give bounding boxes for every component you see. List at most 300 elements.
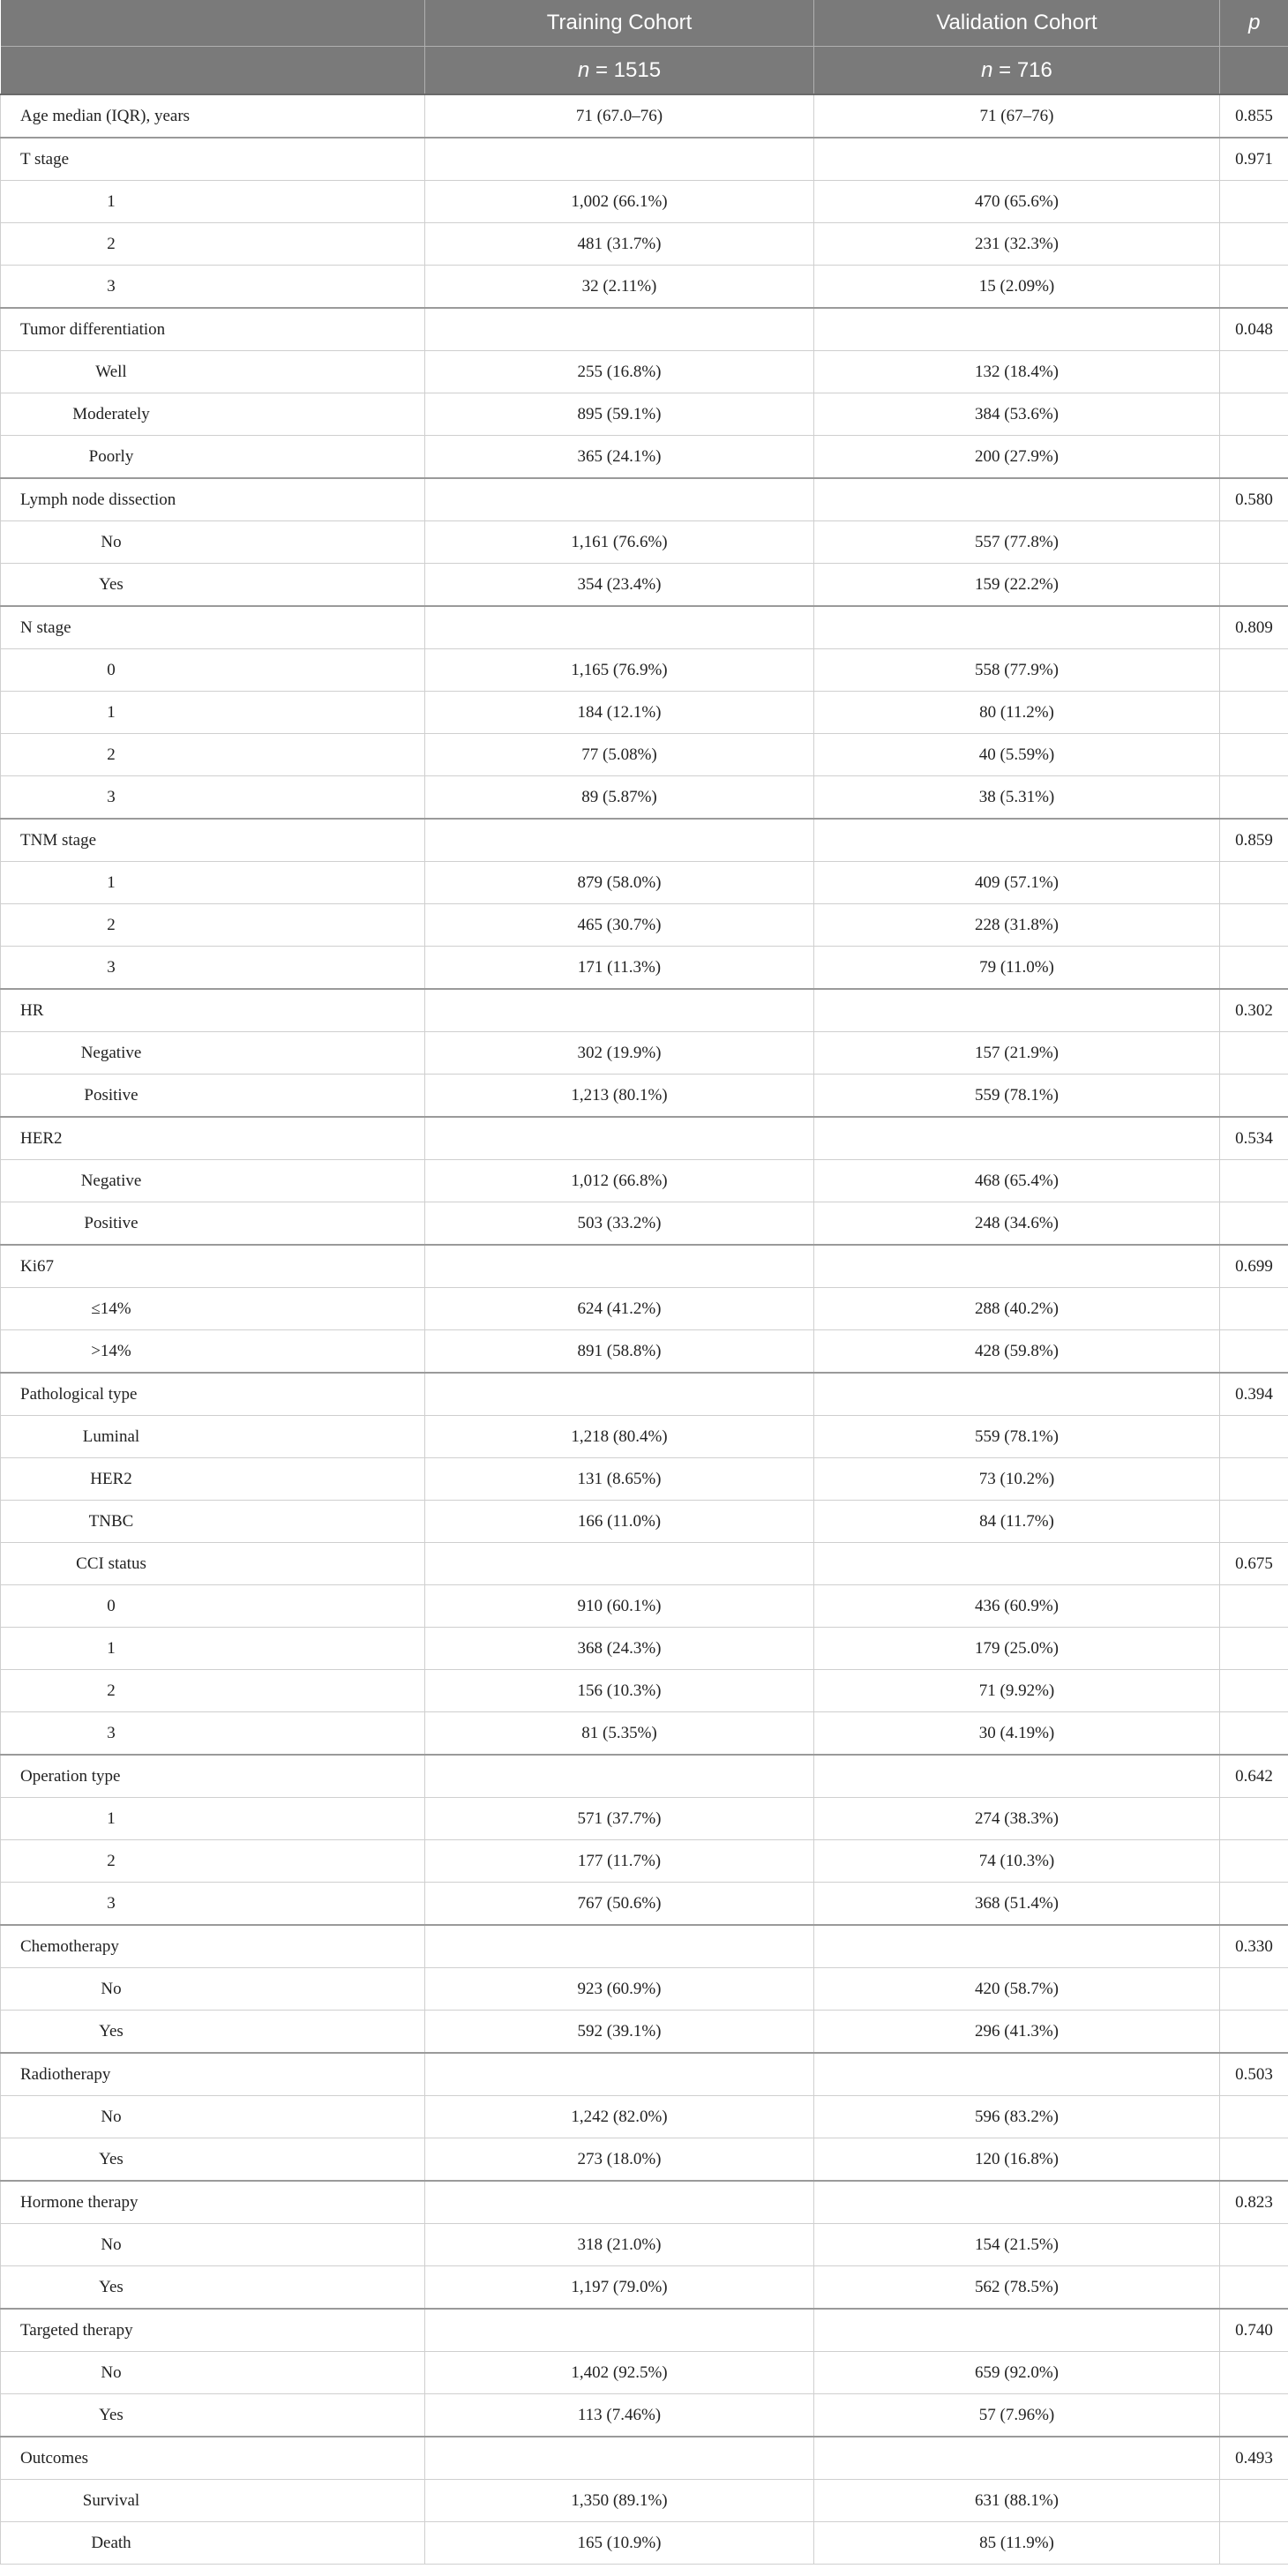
variable-label: Ki67 (1, 1245, 425, 1288)
training-value: 32 (2.11%) (425, 266, 814, 309)
table-row (1, 1160, 1288, 1202)
p-value: 0.823 (1220, 2181, 1288, 2224)
table-row (1, 181, 1288, 223)
table-row (1, 1330, 1288, 1374)
validation-value (814, 1245, 1220, 1288)
validation-value: 179 (25.0%) (814, 1628, 1220, 1670)
table-row (1, 904, 1288, 947)
table-row (1, 351, 1288, 393)
table-row (1, 1288, 1288, 1330)
category-label: 3 (1, 776, 425, 820)
p-value: 0.330 (1220, 1925, 1288, 1968)
p-value (1220, 2266, 1288, 2310)
variable-label: Radiotherapy (1, 2053, 425, 2096)
table-row (1, 2266, 1288, 2310)
variable-label: Chemotherapy (1, 1925, 425, 1968)
table-row (1, 2096, 1288, 2138)
table-row (1, 1925, 1288, 1968)
header-blank-cell (1220, 47, 1288, 95)
validation-value: 231 (32.3%) (814, 223, 1220, 266)
p-value (1220, 734, 1288, 776)
p-value: 0.534 (1220, 1117, 1288, 1160)
category-label: 1 (1, 692, 425, 734)
training-n-value: = 1515 (595, 57, 662, 82)
validation-value: 74 (10.3%) (814, 1840, 1220, 1883)
p-value (1220, 1883, 1288, 1926)
category-label: 2 (1, 1840, 425, 1883)
validation-value: 428 (59.8%) (814, 1330, 1220, 1374)
table-row (1, 1755, 1288, 1798)
validation-value (814, 1543, 1220, 1585)
validation-value: 470 (65.6%) (814, 181, 1220, 223)
training-value: 255 (16.8%) (425, 351, 814, 393)
training-value: 156 (10.3%) (425, 1670, 814, 1712)
category-label: CCI status (1, 1543, 425, 1585)
category-label: 2 (1, 734, 425, 776)
training-value: 1,402 (92.5%) (425, 2352, 814, 2394)
table-row (1, 1458, 1288, 1501)
validation-value (814, 989, 1220, 1032)
p-value (1220, 2011, 1288, 2054)
table-row (1, 1075, 1288, 1118)
category-label: 1 (1, 1628, 425, 1670)
p-value: 0.503 (1220, 2053, 1288, 2096)
category-label: Well (1, 351, 425, 393)
training-value (425, 2437, 814, 2480)
p-value (1220, 776, 1288, 820)
p-value (1220, 564, 1288, 607)
table-row (1, 2522, 1288, 2565)
validation-value: 15 (2.09%) (814, 266, 1220, 309)
training-value: 891 (58.8%) (425, 1330, 814, 1374)
category-label: 0 (1, 1585, 425, 1628)
validation-value (814, 478, 1220, 521)
table-row (1, 1032, 1288, 1075)
table-row (1, 692, 1288, 734)
training-value: 131 (8.65%) (425, 1458, 814, 1501)
n-symbol: n (577, 57, 590, 82)
category-label: Yes (1, 2011, 425, 2054)
training-value: 503 (33.2%) (425, 1202, 814, 1246)
category-label: 3 (1, 1883, 425, 1926)
training-value: 481 (31.7%) (425, 223, 814, 266)
p-value (1220, 1202, 1288, 1246)
category-label: No (1, 2352, 425, 2394)
validation-n-value: = 716 (999, 57, 1052, 82)
training-value: 1,002 (66.1%) (425, 181, 814, 223)
training-value: 1,012 (66.8%) (425, 1160, 814, 1202)
table-row (1, 649, 1288, 692)
training-value: 302 (19.9%) (425, 1032, 814, 1075)
p-value: 0.855 (1220, 94, 1288, 138)
category-label: Poorly (1, 436, 425, 479)
training-value: 879 (58.0%) (425, 862, 814, 904)
category-label: 3 (1, 1712, 425, 1756)
training-value: 177 (11.7%) (425, 1840, 814, 1883)
p-value (1220, 181, 1288, 223)
validation-value (814, 1373, 1220, 1416)
table-row (1, 1543, 1288, 1585)
table-row (1, 2480, 1288, 2522)
table-header (1, 0, 1288, 94)
category-label: Death (1, 2522, 425, 2565)
p-value (1220, 2394, 1288, 2437)
category-label: ≤14% (1, 1288, 425, 1330)
p-value (1220, 1330, 1288, 1374)
validation-value: 79 (11.0%) (814, 947, 1220, 990)
validation-value: 85 (11.9%) (814, 2522, 1220, 2565)
training-value (425, 1543, 814, 1585)
p-value: 0.642 (1220, 1755, 1288, 1798)
training-value: 71 (67.0–76) (425, 94, 814, 138)
p-value (1220, 649, 1288, 692)
category-label: No (1, 521, 425, 564)
variable-label: N stage (1, 606, 425, 649)
table-row (1, 1968, 1288, 2011)
table-row (1, 478, 1288, 521)
p-value (1220, 1628, 1288, 1670)
category-label: Yes (1, 564, 425, 607)
p-value: 0.580 (1220, 478, 1288, 521)
table-row (1, 1883, 1288, 1926)
p-value (1220, 351, 1288, 393)
variable-label: Outcomes (1, 2437, 425, 2480)
validation-value: 132 (18.4%) (814, 351, 1220, 393)
p-value (1220, 1670, 1288, 1712)
table-row (1, 223, 1288, 266)
training-value (425, 2309, 814, 2352)
category-label: No (1, 2096, 425, 2138)
category-label: 0 (1, 649, 425, 692)
validation-value (814, 1117, 1220, 1160)
table-row (1, 2053, 1288, 2096)
table-row (1, 2181, 1288, 2224)
variable-label: HR (1, 989, 425, 1032)
table-row (1, 606, 1288, 649)
variable-label: TNM stage (1, 819, 425, 862)
table-row (1, 1585, 1288, 1628)
training-value (425, 2053, 814, 2096)
training-value: 571 (37.7%) (425, 1798, 814, 1840)
category-label: HER2 (1, 1458, 425, 1501)
p-value (1220, 1160, 1288, 1202)
validation-value: 71 (9.92%) (814, 1670, 1220, 1712)
table-row (1, 1501, 1288, 1543)
validation-value: 30 (4.19%) (814, 1712, 1220, 1756)
category-label: Positive (1, 1202, 425, 1246)
p-value (1220, 1968, 1288, 2011)
training-value: 368 (24.3%) (425, 1628, 814, 1670)
category-label: 1 (1, 1798, 425, 1840)
validation-value (814, 2437, 1220, 2480)
table-row (1, 1245, 1288, 1288)
validation-value: 73 (10.2%) (814, 1458, 1220, 1501)
training-value: 365 (24.1%) (425, 436, 814, 479)
p-value: 0.699 (1220, 1245, 1288, 1288)
table-row (1, 1202, 1288, 1246)
table-row (1, 393, 1288, 436)
training-value (425, 2181, 814, 2224)
table-row (1, 734, 1288, 776)
validation-value: 57 (7.96%) (814, 2394, 1220, 2437)
table-row (1, 1416, 1288, 1458)
training-value: 166 (11.0%) (425, 1501, 814, 1543)
training-value (425, 308, 814, 351)
validation-value (814, 308, 1220, 351)
training-value (425, 1925, 814, 1968)
category-label: 2 (1, 223, 425, 266)
training-value: 767 (50.6%) (425, 1883, 814, 1926)
variable-label: Pathological type (1, 1373, 425, 1416)
table-row (1, 2309, 1288, 2352)
p-value (1220, 1840, 1288, 1883)
category-label: 1 (1, 862, 425, 904)
p-value (1220, 1075, 1288, 1118)
category-label: Yes (1, 2394, 425, 2437)
variable-label: Targeted therapy (1, 2309, 425, 2352)
training-value: 81 (5.35%) (425, 1712, 814, 1756)
p-value: 0.048 (1220, 308, 1288, 351)
validation-value: 368 (51.4%) (814, 1883, 1220, 1926)
p-value (1220, 2352, 1288, 2394)
p-value (1220, 2224, 1288, 2266)
category-label: Moderately (1, 393, 425, 436)
validation-value: 120 (16.8%) (814, 2138, 1220, 2182)
variable-label: T stage (1, 138, 425, 181)
p-value (1220, 1288, 1288, 1330)
training-value: 895 (59.1%) (425, 393, 814, 436)
table-row (1, 2138, 1288, 2182)
category-label: 2 (1, 904, 425, 947)
p-value (1220, 521, 1288, 564)
category-label: Yes (1, 2266, 425, 2310)
training-value: 1,213 (80.1%) (425, 1075, 814, 1118)
training-value: 1,242 (82.0%) (425, 2096, 814, 2138)
table-row (1, 308, 1288, 351)
validation-value (814, 819, 1220, 862)
validation-value: 274 (38.3%) (814, 1798, 1220, 1840)
training-value: 923 (60.9%) (425, 1968, 814, 2011)
validation-value: 558 (77.9%) (814, 649, 1220, 692)
header-row-titles (1, 0, 1288, 47)
p-value (1220, 1032, 1288, 1075)
category-label: Positive (1, 1075, 425, 1118)
validation-value (814, 1925, 1220, 1968)
variable-label: Operation type (1, 1755, 425, 1798)
training-value (425, 989, 814, 1032)
category-label: 3 (1, 947, 425, 990)
category-label: 3 (1, 266, 425, 309)
training-value: 465 (30.7%) (425, 904, 814, 947)
header-validation-cohort: Validation Cohort (814, 0, 1220, 47)
header-row-sample-size (1, 47, 1288, 95)
category-label: >14% (1, 1330, 425, 1374)
variable-label: Lymph node dissection (1, 478, 425, 521)
p-value: 0.675 (1220, 1543, 1288, 1585)
category-label: Yes (1, 2138, 425, 2182)
n-symbol: n (981, 57, 993, 82)
p-value: 0.394 (1220, 1373, 1288, 1416)
p-value: 0.493 (1220, 2437, 1288, 2480)
header-training-cohort: Training Cohort (425, 0, 814, 47)
training-value (425, 606, 814, 649)
training-value: 1,350 (89.1%) (425, 2480, 814, 2522)
training-value (425, 1117, 814, 1160)
p-value (1220, 1458, 1288, 1501)
header-blank-cell (1, 47, 425, 95)
validation-value: 248 (34.6%) (814, 1202, 1220, 1246)
p-value (1220, 1798, 1288, 1840)
p-value: 0.302 (1220, 989, 1288, 1032)
variable-label: Hormone therapy (1, 2181, 425, 2224)
training-value (425, 138, 814, 181)
validation-value (814, 2309, 1220, 2352)
validation-value: 436 (60.9%) (814, 1585, 1220, 1628)
validation-value: 40 (5.59%) (814, 734, 1220, 776)
training-value: 592 (39.1%) (425, 2011, 814, 2054)
p-value (1220, 1501, 1288, 1543)
table-row (1, 2437, 1288, 2480)
p-value: 0.740 (1220, 2309, 1288, 2352)
header-p-value: p (1220, 0, 1288, 47)
header-training-n (425, 47, 814, 95)
table-row (1, 1670, 1288, 1712)
training-value: 113 (7.46%) (425, 2394, 814, 2437)
table-row (1, 2011, 1288, 2054)
p-value (1220, 692, 1288, 734)
training-value (425, 819, 814, 862)
validation-value: 296 (41.3%) (814, 2011, 1220, 2054)
validation-value (814, 2053, 1220, 2096)
training-value: 171 (11.3%) (425, 947, 814, 990)
p-value (1220, 2480, 1288, 2522)
validation-value: 288 (40.2%) (814, 1288, 1220, 1330)
p-value: 0.971 (1220, 138, 1288, 181)
table-row (1, 1798, 1288, 1840)
validation-value (814, 2181, 1220, 2224)
table-row (1, 1840, 1288, 1883)
category-label: Negative (1, 1160, 425, 1202)
category-label: Luminal (1, 1416, 425, 1458)
table-row (1, 776, 1288, 820)
validation-value (814, 1755, 1220, 1798)
validation-value: 468 (65.4%) (814, 1160, 1220, 1202)
table-row (1, 989, 1288, 1032)
validation-value: 631 (88.1%) (814, 2480, 1220, 2522)
table-row (1, 564, 1288, 607)
category-label: No (1, 1968, 425, 2011)
table-row (1, 862, 1288, 904)
validation-value: 228 (31.8%) (814, 904, 1220, 947)
table-row (1, 266, 1288, 309)
p-value: 0.859 (1220, 819, 1288, 862)
table-row (1, 2394, 1288, 2437)
p-value (1220, 947, 1288, 990)
variable-label: HER2 (1, 1117, 425, 1160)
p-value (1220, 862, 1288, 904)
validation-value: 200 (27.9%) (814, 436, 1220, 479)
p-value (1220, 2096, 1288, 2138)
validation-value: 559 (78.1%) (814, 1416, 1220, 1458)
table-row (1, 521, 1288, 564)
table-row (1, 1628, 1288, 1670)
training-value: 910 (60.1%) (425, 1585, 814, 1628)
training-value: 1,218 (80.4%) (425, 1416, 814, 1458)
training-value: 318 (21.0%) (425, 2224, 814, 2266)
training-value: 165 (10.9%) (425, 2522, 814, 2565)
variable-label: Age median (IQR), years (1, 94, 425, 138)
table-row (1, 2352, 1288, 2394)
p-value (1220, 393, 1288, 436)
validation-value: 420 (58.7%) (814, 1968, 1220, 2011)
validation-value: 71 (67–76) (814, 94, 1220, 138)
table-row (1, 1373, 1288, 1416)
table-body (1, 94, 1288, 2565)
table-row (1, 2224, 1288, 2266)
validation-value: 38 (5.31%) (814, 776, 1220, 820)
category-label: No (1, 2224, 425, 2266)
training-value (425, 1373, 814, 1416)
p-value (1220, 436, 1288, 479)
validation-value: 409 (57.1%) (814, 862, 1220, 904)
validation-value: 157 (21.9%) (814, 1032, 1220, 1075)
validation-value: 557 (77.8%) (814, 521, 1220, 564)
p-value (1220, 1712, 1288, 1756)
training-value: 1,197 (79.0%) (425, 2266, 814, 2310)
category-label: Survival (1, 2480, 425, 2522)
training-value (425, 1755, 814, 1798)
table-row (1, 436, 1288, 479)
variable-label: Tumor differentiation (1, 308, 425, 351)
p-value (1220, 1585, 1288, 1628)
p-value (1220, 2138, 1288, 2182)
training-value: 624 (41.2%) (425, 1288, 814, 1330)
validation-value: 84 (11.7%) (814, 1501, 1220, 1543)
table-row (1, 1712, 1288, 1756)
p-value (1220, 904, 1288, 947)
validation-value: 154 (21.5%) (814, 2224, 1220, 2266)
training-value: 1,165 (76.9%) (425, 649, 814, 692)
p-value (1220, 1416, 1288, 1458)
validation-value (814, 138, 1220, 181)
training-value: 89 (5.87%) (425, 776, 814, 820)
validation-value: 384 (53.6%) (814, 393, 1220, 436)
category-label: Negative (1, 1032, 425, 1075)
training-value (425, 1245, 814, 1288)
p-value (1220, 223, 1288, 266)
validation-value: 659 (92.0%) (814, 2352, 1220, 2394)
header-validation-n (814, 47, 1220, 95)
training-value: 77 (5.08%) (425, 734, 814, 776)
validation-value (814, 606, 1220, 649)
validation-value: 596 (83.2%) (814, 2096, 1220, 2138)
validation-value: 559 (78.1%) (814, 1075, 1220, 1118)
table-row (1, 947, 1288, 990)
training-value: 184 (12.1%) (425, 692, 814, 734)
table-row (1, 819, 1288, 862)
category-label: TNBC (1, 1501, 425, 1543)
training-value: 273 (18.0%) (425, 2138, 814, 2182)
category-label: 1 (1, 181, 425, 223)
training-value: 1,161 (76.6%) (425, 521, 814, 564)
category-label: 2 (1, 1670, 425, 1712)
p-value: 0.809 (1220, 606, 1288, 649)
header-variable (1, 0, 425, 47)
table-row (1, 1117, 1288, 1160)
p-value (1220, 266, 1288, 309)
p-value (1220, 2522, 1288, 2565)
table-row (1, 138, 1288, 181)
